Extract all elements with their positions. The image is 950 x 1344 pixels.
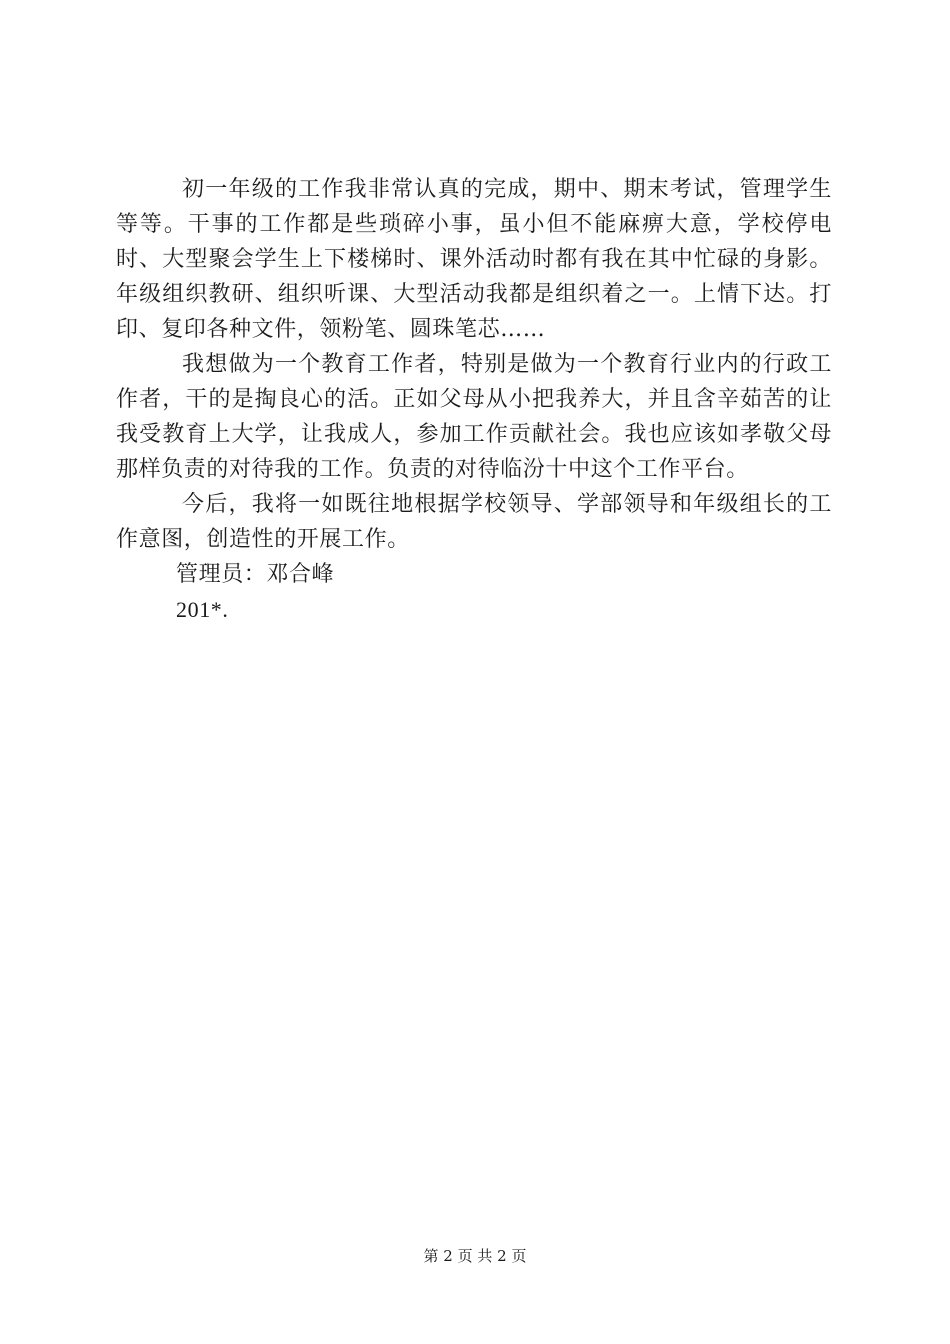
- paragraph-reflection: 我想做为一个教育工作者，特别是做为一个教育行业内的行政工作者，干的是掏良心的活。正如父母从小把我养大，并且含辛茹苦的让我受教育上大学，让我成人，参加工作贡献社会。我也应该如孝敬父母那样负责的对待我的工作。负责的对待临汾十中这个工作平台。: [116, 352, 832, 482]
- document-body: [116, 172, 832, 627]
- paragraph-future-plan: 今后，我将一如既往地根据学校领导、学部领导和年级组长的工作意图，创造性的开展工作。: [116, 492, 832, 552]
- signature-line: 管理员：邓合峰: [176, 562, 335, 587]
- date-line: 201*.: [176, 597, 229, 622]
- page-footer: 第 2 页 共 2 页: [423, 1247, 527, 1265]
- paragraph-work-duties: 初一年级的工作我非常认真的完成，期中、期末考试，管理学生等等。干事的工作都是些琐碎小事，虽小但不能麻痹大意，学校停电时、大型聚会学生上下楼梯时、课外活动时都有我在其中忙碌的身影。年级组织教研、组织听课、大型活动我都是组织着之一。上情下达。打印、复印各种文件，领粉笔、圆珠笔芯……: [116, 177, 832, 342]
